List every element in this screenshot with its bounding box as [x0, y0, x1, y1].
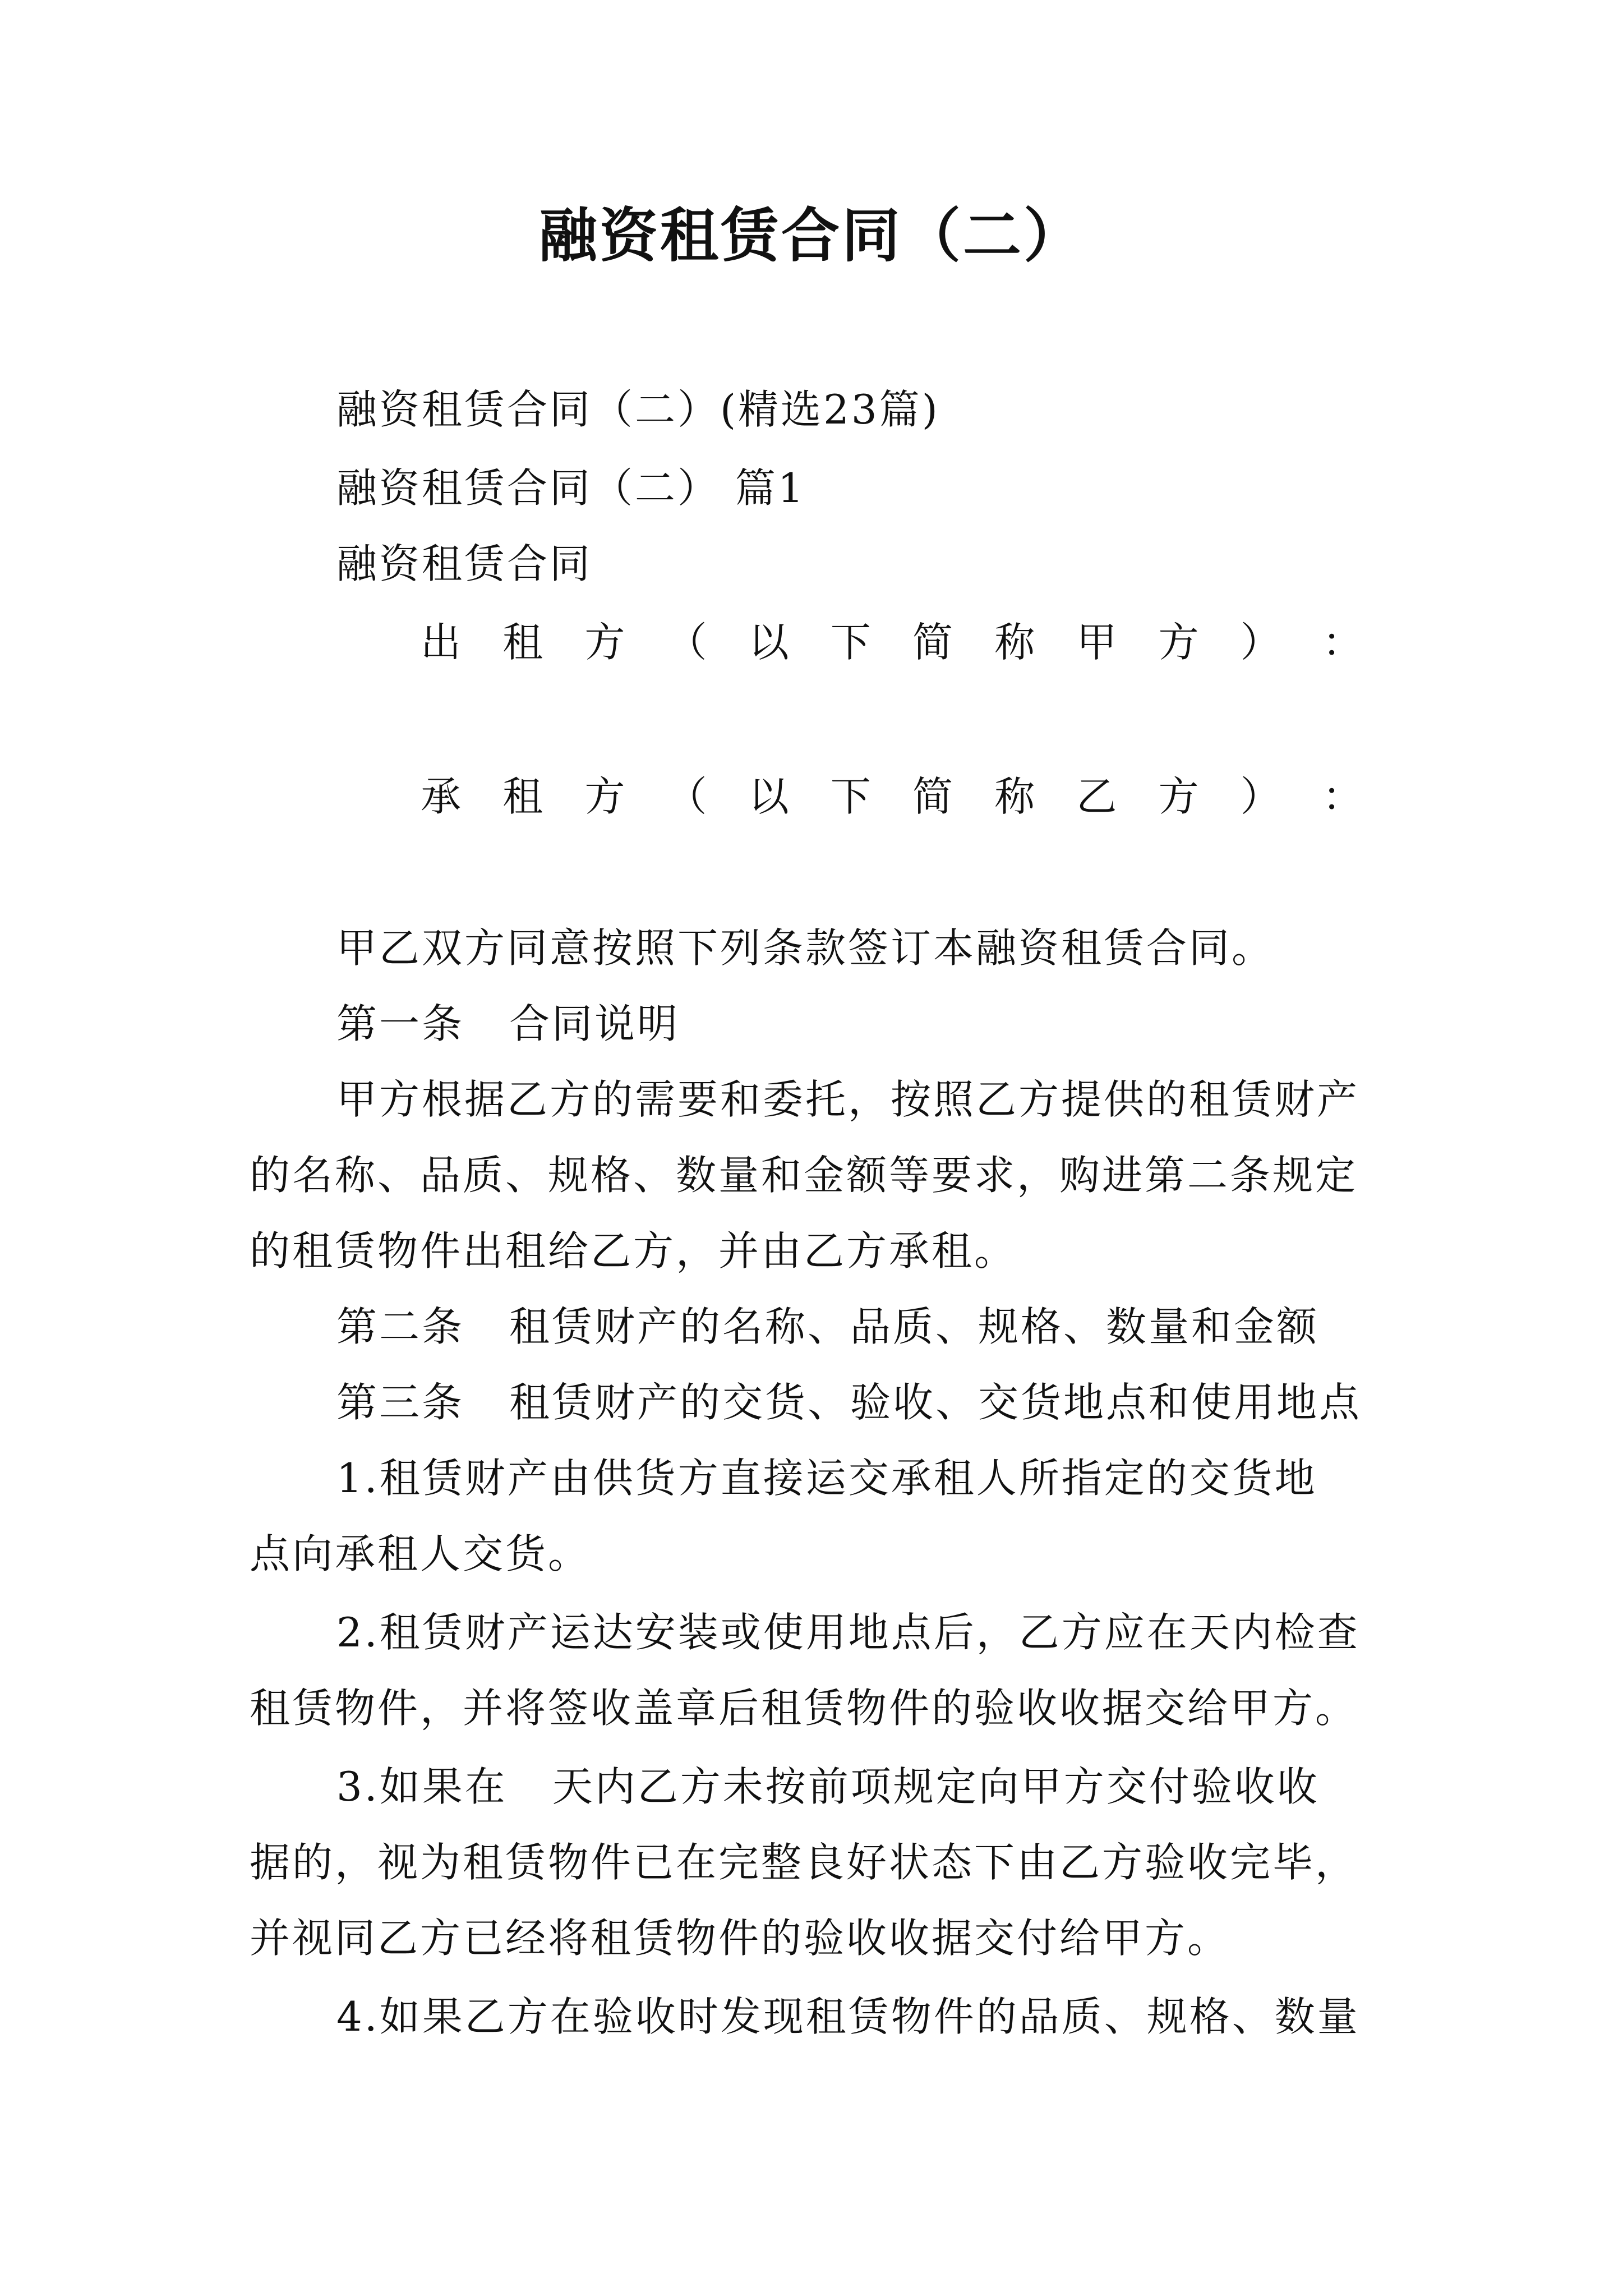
lessor-char: 甲 — [1076, 619, 1117, 666]
contract-name: 融资租赁合同 — [336, 540, 593, 587]
paragraph-line — [336, 1759, 1320, 1815]
paragraph-line: 点向承租人交货。 — [250, 1530, 591, 1577]
document-title: 融资租赁合同（二） — [538, 201, 1084, 270]
item-3-start: 3.如果在 — [336, 1763, 508, 1810]
article-title: 租赁财产的名称、品质、规格、数量和金额 — [509, 1303, 1320, 1350]
paragraph-line: 2.租赁财产运达安装或使用地点后，乙方应在天内检查 — [336, 1609, 1360, 1656]
paragraph-line: 租赁物件，并将签收盖章后租赁物件的验收收据交给甲方。 — [250, 1685, 1358, 1732]
section-heading: 融资租赁合同（二） 篇1 — [336, 464, 806, 512]
subtitle-line: 融资租赁合同（二）(精选23篇) — [336, 386, 940, 433]
article-number: 第二条 — [336, 1303, 465, 1350]
paragraph-line: 1.租赁财产由供货方直接运交承租人所指定的交货地 — [336, 1455, 1317, 1502]
article-3-heading — [336, 1374, 1362, 1430]
lessee-char: 方 — [1158, 773, 1199, 820]
lessor-char: （ — [666, 619, 707, 666]
lessor-char: 以 — [748, 619, 789, 666]
lessor-char: ： — [1322, 619, 1363, 666]
lessee-char: ） — [1240, 773, 1281, 820]
lessor-line — [421, 614, 1363, 670]
item-3-rest: 天内乙方未按前项规定向甲方交付验收收 — [552, 1763, 1320, 1810]
lessor-char: 简 — [912, 619, 953, 666]
paragraph-line: 的名称、品质、规格、数量和金额等要求，购进第二条规定 — [250, 1152, 1358, 1199]
lessor-char: 出 — [421, 619, 462, 666]
lessee-line — [421, 769, 1363, 825]
article-2-heading — [336, 1299, 1319, 1355]
lessee-char: 方 — [584, 773, 625, 820]
lessor-char: 方 — [584, 619, 625, 666]
lessor-char: 方 — [1158, 619, 1199, 666]
lessee-char: 乙 — [1076, 773, 1117, 820]
article-number: 第三条 — [336, 1379, 465, 1426]
lessee-char: 以 — [748, 773, 789, 820]
lessee-char: 称 — [994, 773, 1035, 820]
lessor-char: 租 — [502, 619, 543, 666]
article-title: 租赁财产的交货、验收、交货地点和使用地点 — [509, 1379, 1362, 1426]
lessee-char: 承 — [421, 773, 462, 820]
paragraph-line: 据的，视为租赁物件已在完整良好状态下由乙方验收完毕， — [250, 1839, 1358, 1886]
lessor-char: 称 — [994, 619, 1035, 666]
article-number: 第一条 — [336, 1000, 465, 1047]
paragraph-line: 并视同乙方已经将租赁物件的验收收据交付给甲方。 — [250, 1915, 1230, 1962]
lessee-char: 简 — [912, 773, 953, 820]
lessor-char: 下 — [830, 619, 871, 666]
lessee-char: ： — [1322, 773, 1363, 820]
lessee-char: （ — [666, 773, 707, 820]
lessee-char: 租 — [502, 773, 543, 820]
article-1-heading — [336, 996, 680, 1052]
article-title: 合同说明 — [509, 1000, 680, 1047]
paragraph-line: 4.如果乙方在验收时发现租赁物件的品质、规格、数量 — [336, 1993, 1360, 2040]
lessee-char: 下 — [830, 773, 871, 820]
lessor-char: ） — [1240, 619, 1281, 666]
paragraph-line: 甲方根据乙方的需要和委托，按照乙方提供的租赁财产 — [336, 1076, 1360, 1123]
paragraph-line: 的租赁物件出租给乙方，并由乙方承租。 — [250, 1227, 1017, 1274]
intro-paragraph: 甲乙双方同意按照下列条款签订本融资租赁合同。 — [336, 924, 1275, 972]
